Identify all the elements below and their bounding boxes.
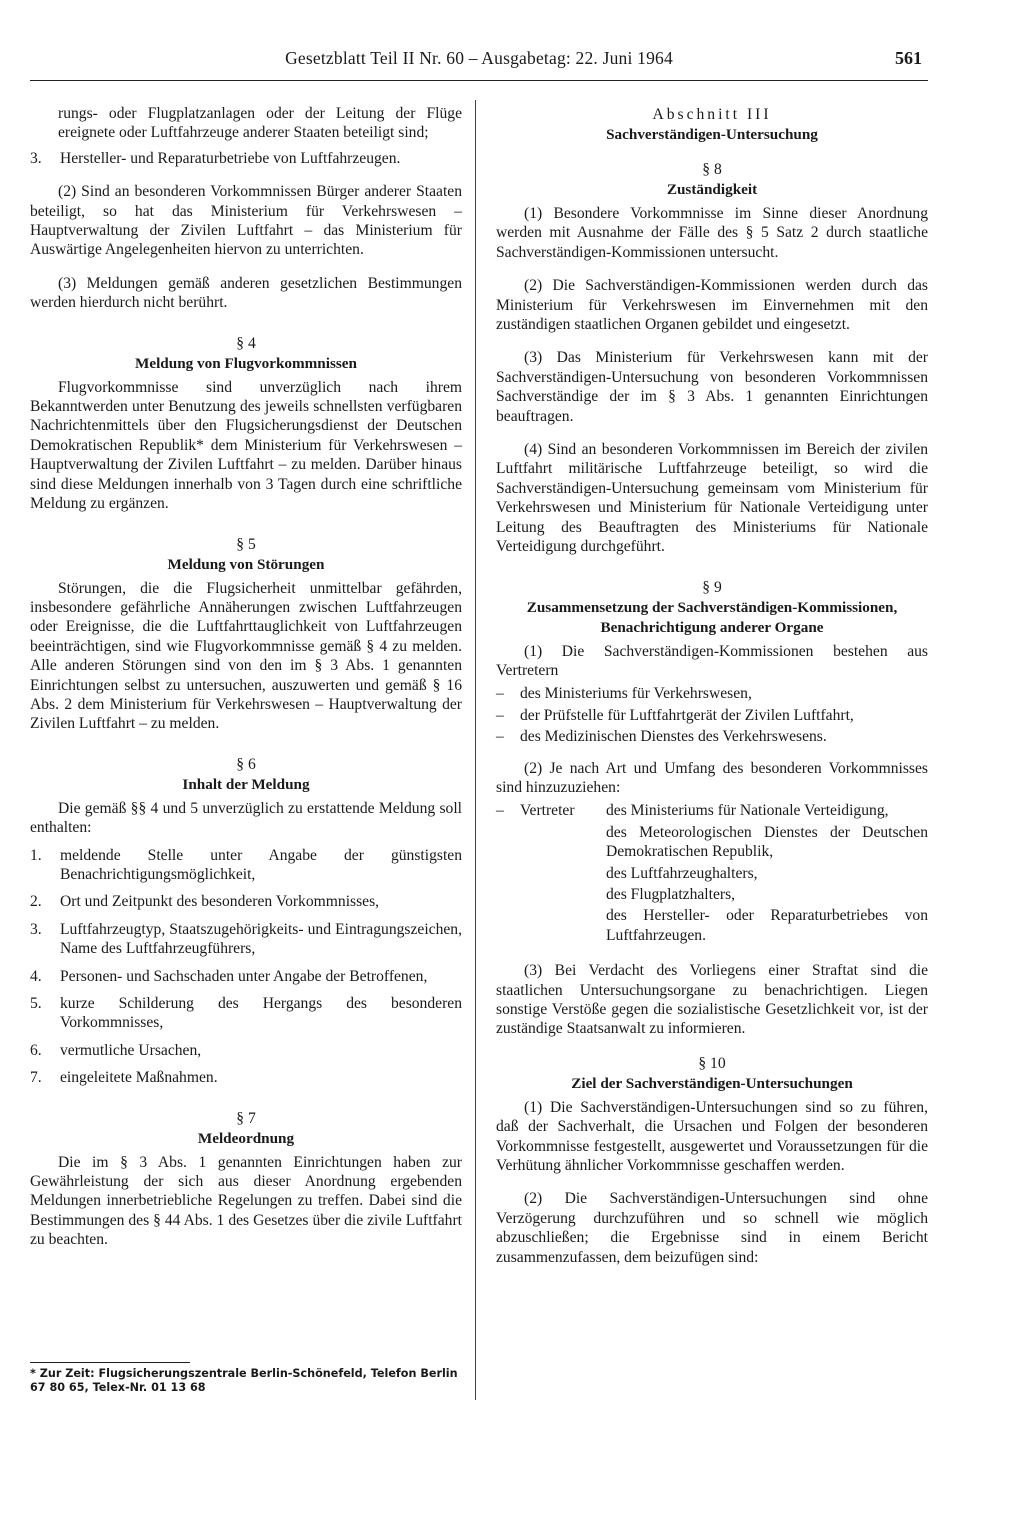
list-item [30, 920, 462, 959]
section-text: Störungen, die die Flugsicherheit unmittelbar gefährden, insbesondere gefährliche Annäherungen zwischen Luftfahrzeugen oder Ereignisse, die die Luftfahrttauglichkeit von Luftfahrzeugen beeinträchtigen, sind wie Flugvorkommnisse gemäß § 4 zu melden. Alle anderen Störungen sind von den im § 3 Abs. 1 genannten Einrichtungen selbst zu untersuchen, auszuwerten und gemäß § 16 Abs. 2 dem Ministerium für Verkehrswesen – Hauptverwaltung der Zivilen Luftfahrt – zu melden. [30, 579, 462, 733]
list-item-text: kurze Schilderung des Hergangs des besonderen Vorkommnisses, [60, 995, 462, 1032]
section-paragraph: (1) Die Sachverständigen-Untersuchungen sind so zu führen, daß der Sachverhalt, die Ursachen und Folgen der besonderen Vorkommnisse festgestellt, ausgewertet und Voraussetzungen für die Verhütung ähnlicher Vorkommnisse geschaffen werden. [496, 1098, 928, 1175]
list-item-number: 2. [30, 893, 42, 911]
continued-list [30, 149, 462, 168]
content-list [30, 846, 462, 1088]
list-item-text: des Meteorologischen Dienstes der Deutschen Demokratischen Republik, [606, 823, 928, 861]
list-item [30, 149, 462, 168]
list-item-text: des Ministeriums für Verkehrswesen, [520, 685, 752, 703]
section-title: Meldeordnung [197, 1129, 295, 1147]
list-item-text: Ort und Zeitpunkt des besonderen Vorkommnisses, [60, 893, 380, 911]
section-intro: Die gemäß §§ 4 und 5 unverzüglich zu erstattende Meldung soll enthalten: [30, 799, 462, 837]
list-item: – der Prüfstelle für Luftfahrtgerät der Zivilen Luftfahrt, [496, 706, 928, 725]
section-title-line: Benachrichtigung anderer Organe [600, 618, 824, 636]
list-item [30, 1041, 462, 1060]
section-title-line: Zusammensetzung der Sachverständigen-Kommissionen, [526, 598, 898, 616]
list-item-text: des Ministeriums für Nationale Verteidigung, [606, 802, 889, 820]
footnote: * Zur Zeit: Flugsicherungszentrale Berlin-Schönefeld, Telefon Berlin 67 80 65, Telex-Nr. 01 13 68 [30, 1367, 458, 1394]
section-number: § 7 [236, 1109, 256, 1127]
part-heading: Abschnitt III [652, 106, 772, 123]
section-paragraph: (2) Je nach Art und Umfang des besonderen Vorkommnisses sind hinzuzuziehen: [496, 759, 928, 796]
right-column [496, 104, 928, 1281]
list-item [30, 1068, 462, 1087]
page-number: 561 [895, 48, 922, 68]
section-paragraph: (1) Die Sachverständigen-Kommissionen bestehen aus Vertretern [496, 642, 928, 679]
list-item-number: 1. [30, 846, 42, 864]
list-item-text: Personen- und Sachschaden unter Angabe der Betroffenen, [60, 967, 428, 985]
list-item-text: vermutliche Ursachen, [60, 1041, 202, 1059]
section-paragraph: (3) Das Ministerium für Verkehrswesen kann mit der Sachverständigen-Untersuchung von besonderen Vorkommnissen Sachverständige der im § 3 Abs. 1 genannten Einrichtungen beauftragen. [496, 349, 928, 425]
section-paragraph: (3) Bei Verdacht des Vorliegens einer Straftat sind die staatlichen Untersuchungsorgane zu benachrichtigen. Liegen sonstige Verstöße gegen die sozialistische Gesetzlichkeit vor, ist der zuständige Staatsanwalt zu informieren. [496, 962, 928, 1038]
list-item: – des Medizinischen Dienstes des Verkehrswesens. [496, 727, 928, 746]
vertreter-label: Vertreter [520, 802, 575, 820]
list-item-text: eingeleitete Maßnahmen. [60, 1069, 218, 1087]
section-7 [30, 1108, 462, 1250]
list-item-text: meldende Stelle unter Angabe der günstigsten Benachrichtigungsmöglichkeit, [60, 846, 462, 883]
section-number: § 9 [702, 578, 722, 596]
list-item-text: des Luftfahrzeughalters, [606, 864, 758, 882]
continued-paragraph: rungs- oder Flugplatzanlagen oder der Leitung der Flüge ereignete oder Luftfahrzeuge anderer Staaten beteiligt sind; [58, 105, 462, 142]
representative-list [496, 684, 928, 746]
list-item [30, 892, 462, 911]
section-9 [496, 577, 928, 1039]
list-item-text: Hersteller- und Reparaturbetriebe von Luftfahrzeugen. [60, 149, 401, 167]
list-item-number: 7. [30, 1069, 42, 1087]
section-paragraph: (2) Die Sachverständigen-Untersuchungen sind ohne Verzögerung durchzuführen und so schnell wie möglich abzuschließen; die Ergebnisse sind in einem Bericht zusammenzufassen, dem beizufügen sind: [496, 1190, 928, 1266]
section-title: Ziel der Sachverständigen-Untersuchungen [571, 1074, 853, 1092]
section-6 [30, 754, 462, 1088]
header-title: Gesetzblatt Teil II Nr. 60 – Ausgabetag: 22. Juni 1964 [285, 48, 673, 68]
section-paragraph: (2) Die Sachverständigen-Kommissionen werden durch das Ministerium für Verkehrswesen im Einvernehmen mit den zuständigen staatlichen Organen gebildet und eingesetzt. [496, 277, 928, 334]
section-number: § 8 [702, 161, 722, 178]
list-item [30, 846, 462, 885]
section-4 [30, 333, 462, 514]
section-title: Inhalt der Meldung [182, 775, 310, 793]
list-item [30, 967, 462, 986]
left-column [30, 104, 462, 1264]
section-text: Die im § 3 Abs. 1 genannten Einrichtungen haben zur Gewährleistung der sich aus dieser Anordnung ergebenden Meldungen innerbetriebliche Regelungen zu treffen. Dabei sind die Bestimmungen des § 44 Abs. 1 des Gesetzes über die zivile Luftfahrt zu beachten. [30, 1153, 462, 1249]
section-title: Meldung von Störungen [167, 555, 325, 573]
section-number: § 10 [698, 1054, 726, 1072]
list-item-text: Luftfahrzeugtyp, Staatszugehörigkeits- und Eintragungszeichen, Name des Luftfahrzeugführers, [60, 920, 462, 958]
list-item-number: 6. [30, 1041, 42, 1059]
column-divider [475, 100, 476, 1400]
paragraph-2: (2) Sind an besonderen Vorkommnissen Bürger anderer Staaten beteiligt, so hat das Ministerium für Verkehrswesen – Hauptverwaltung der Zivilen Luftfahrt – das Ministerium für Auswärtige Angelegenheiten hiervon zu unterrichten. [30, 183, 462, 259]
part-title: Sachverständigen-Untersuchung [606, 126, 818, 143]
list-item-number: 4. [30, 967, 42, 985]
section-number: § 5 [236, 535, 256, 553]
section-number: § 6 [236, 755, 256, 773]
footnote-rule [30, 1362, 190, 1363]
section-paragraph: (1) Besondere Vorkommnisse im Sinne dieser Anordnung werden mit Ausnahme der Fälle des § 5 Satz 2 durch staatliche Sachverständigen-Kommissionen untersucht. [496, 205, 928, 261]
list-item-text: des Flugplatzhalters, [606, 885, 736, 903]
page-header [30, 48, 928, 81]
section-paragraph: (4) Sind an besonderen Vorkommnissen im Bereich der zivilen Luftfahrt militärische Luftfahrzeuge beteiligt, so wird die Sachverständigen-Untersuchung gemeinsam vom Ministerium für Verkehrswesen und Ministerium für Nationale Verteidigung unter Leitung des Beauftragten des Ministeriums für Nationale Verteidigung durchgeführt. [496, 441, 928, 556]
section-title: Meldung von Flugvorkommnissen [135, 354, 357, 372]
section-text: Flugvorkommnisse sind unverzüglich nach ihrem Bekanntwerden unter Benutzung des jeweils schnellsten verfügbaren Nachrichtenmittels über den Flugsicherungsdienst der Deutschen Demokratischen Republik* dem Ministerium für Verkehrswesen – Hauptverwaltung der Zivilen Luftfahrt – zu melden. Darüber hinaus sind diese Meldungen innerhalb von 3 Tagen durch eine schriftliche Meldung zu ergänzen. [30, 378, 462, 513]
list-item: – des Ministeriums für Verkehrswesen, [496, 684, 928, 703]
list-item-number: 5. [30, 995, 42, 1012]
section-10 [496, 1053, 928, 1267]
section-title: Zuständigkeit [666, 181, 758, 198]
list-item-number: 3. [30, 920, 42, 938]
list-item-text: des Medizinischen Dienstes des Verkehrswesens. [520, 728, 827, 746]
section-5 [30, 534, 462, 734]
list-item [30, 994, 462, 1033]
vertreter-list: – Vertreter des Ministeriums für Nationale Verteidigung, des Meteorologischen Dienstes der Deutschen Demokratischen Republik, des Luftfahrzeughalters, des Flugplatzhalters, des Hersteller- oder Reparaturbetriebes von Luftfahrzeugen. [496, 801, 928, 947]
section-8 [496, 159, 928, 557]
paragraph-3: (3) Meldungen gemäß anderen gesetzlichen Bestimmungen werden hierdurch nicht berührt. [30, 274, 462, 312]
list-item-number: 3. [30, 149, 42, 167]
list-item-text: der Prüfstelle für Luftfahrtgerät der Zivilen Luftfahrt, [520, 706, 854, 724]
section-number: § 4 [236, 334, 256, 352]
list-item-text: des Hersteller- oder Reparaturbetriebes von Luftfahrzeugen. [606, 907, 928, 944]
